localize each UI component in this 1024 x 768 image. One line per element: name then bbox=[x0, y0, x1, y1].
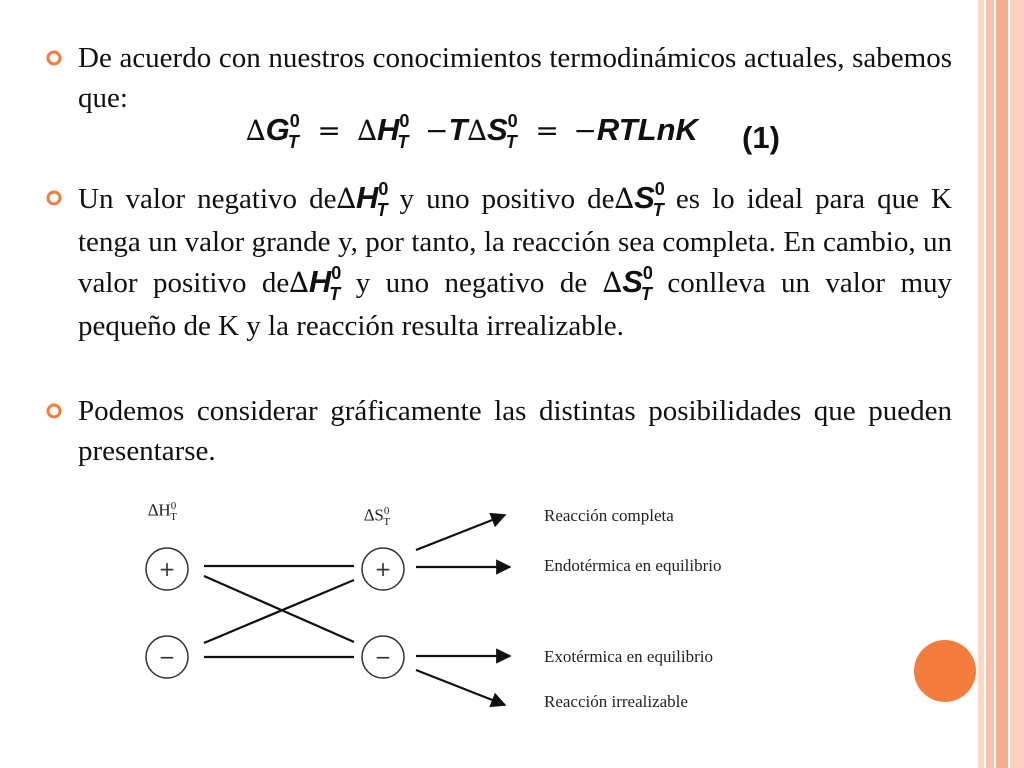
paragraph-3: Podemos considerar gráficamente las distintas posibilidades que pueden presentarse. bbox=[78, 395, 952, 467]
delta-h-symbol: $\Delta H^0_T$ bbox=[289, 263, 342, 304]
connector-plus-minus bbox=[204, 576, 354, 642]
equation-1: $\Delta G^0_T = \Delta H^0_T -T\Delta S^0_T$ = −RTLnK bbox=[246, 111, 698, 152]
delta-s-symbol: $\Delta S^0_T$ bbox=[602, 263, 653, 304]
delta-s-symbol: $\Delta S^0_T$ bbox=[614, 179, 665, 220]
arrow-reaccion-completa bbox=[416, 515, 505, 550]
node-ds-plus-sign: + bbox=[374, 557, 392, 581]
equation-number: (1) bbox=[742, 120, 780, 155]
delta-h-symbol: $\Delta H^0_T$ bbox=[336, 179, 389, 220]
paragraph-1-line-1: De acuerdo con nuestros conocimientos termodinámicos actuales, sabemos que: bbox=[78, 42, 952, 114]
arrow-irrealizable bbox=[416, 670, 505, 705]
diagram-arrows bbox=[416, 515, 510, 705]
outcome-label-reaccion-completa: Reacción completa bbox=[544, 506, 674, 525]
node-dh-plus-sign: + bbox=[158, 557, 176, 581]
outcome-label-exotermica: Exotérmica en equilibrio bbox=[544, 647, 713, 666]
connector-minus-plus bbox=[204, 580, 354, 643]
outcome-label-irrealizable: Reacción irrealizable bbox=[544, 692, 688, 711]
diagram-header-entropy: $\Delta S^0_T$ bbox=[364, 505, 391, 529]
outcome-label-endotermica: Endotérmica en equilibrio bbox=[544, 556, 722, 575]
node-ds-minus-sign: − bbox=[374, 645, 392, 669]
diagram-header-enthalpy: $\Delta H^0_T$ bbox=[148, 500, 177, 524]
paragraph-2: Un valor negativo $de\Delta H^0_T$ y uno positivo $de\Delta S^0_T$ es lo ideal para que K tenga un valor grande y, por tanto, la reacción sea completa. En cambio, un valor positivo $de\Delta H^0_T$ y uno negativo de $\Delta S^0_T$ conlleva un valor muy pequeño de K y la reacción resulta irrealizable. bbox=[78, 179, 952, 342]
diagram-connectors bbox=[204, 566, 354, 657]
node-dh-minus-sign: − bbox=[158, 645, 176, 669]
